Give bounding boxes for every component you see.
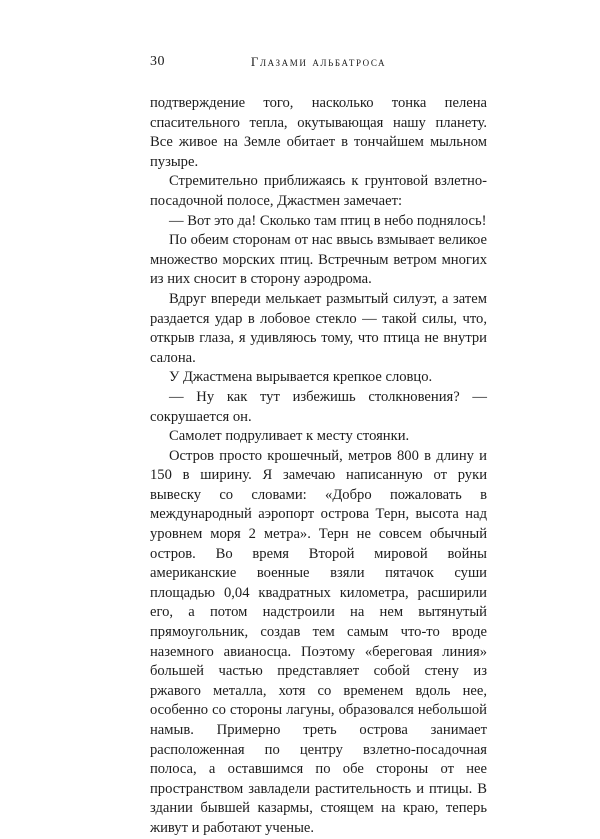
paragraph: Самолет подруливает к месту стоянки. — [169, 428, 410, 445]
paragraph-continuation: подтверждение того, насколько тонка пелена спасительного тепла, окутывающая нашу планету. Все живое на Земле обитает в тончайшем мыльном пузыре. — [150, 95, 487, 170]
paragraph: Вдруг впереди мелькает размытый силуэт, а затем раздается удар в лобовое стекло — такой силы, что, открыв глаза, я удивляюсь тому, что птица не внутри салона. — [150, 290, 487, 366]
running-head — [150, 54, 487, 72]
paragraph: Стремительно приближаясь к грунтовой взлетно-посадочной полосе, Джастмен замечает: — [150, 173, 487, 209]
dialogue-line: — Вот это да! Сколько там птиц в небо поднялось! — [169, 212, 487, 229]
paragraph: У Джастмена вырывается крепкое словцо. — [169, 369, 433, 386]
paragraph: Остров просто крошечный, метров 800 в длину и 150 в ширину. Я замечаю написанную от руки вывеску со словами: «Добро пожаловать в международный аэропорт острова Терн, высота над уровнем моря 2 метра». Терн не совсем обычный остров. Во время Второй мировой войны американские военные взяли пятачок суши площадью 0,04 квадратных километра, расширили его, а потом надстроили на нем вытянутый прямоугольник, создав тем самым что-то вроде наземного авианосца. Поэтому «береговая линия» большей частью представляет собой стену из ржавого металла, хотя со временем вдоль нее, особенно со стороны лагуны, образовался небольшой намыв. Примерно треть острова занимает расположенная по центру взлетно-посадочная полоса, а оставшимся по обе стороны от нее пространством завладели растительность и птицы. В здании бывшей казармы, стоящем на краю, теперь живут и работают ученые. — [150, 447, 487, 836]
book-title: Глазами альбатроса — [250, 54, 387, 69]
paragraph: По обеим сторонам от нас ввысь взмывает великое множество морских птиц. Встречным ветром многих из них сносит в сторону аэродрома. — [150, 232, 487, 288]
dialogue-line: — Ну как тут избежишь столкновения? — сокрушается он. — [150, 388, 487, 425]
page-number: 30 — [150, 54, 165, 69]
body-text — [150, 94, 487, 839]
